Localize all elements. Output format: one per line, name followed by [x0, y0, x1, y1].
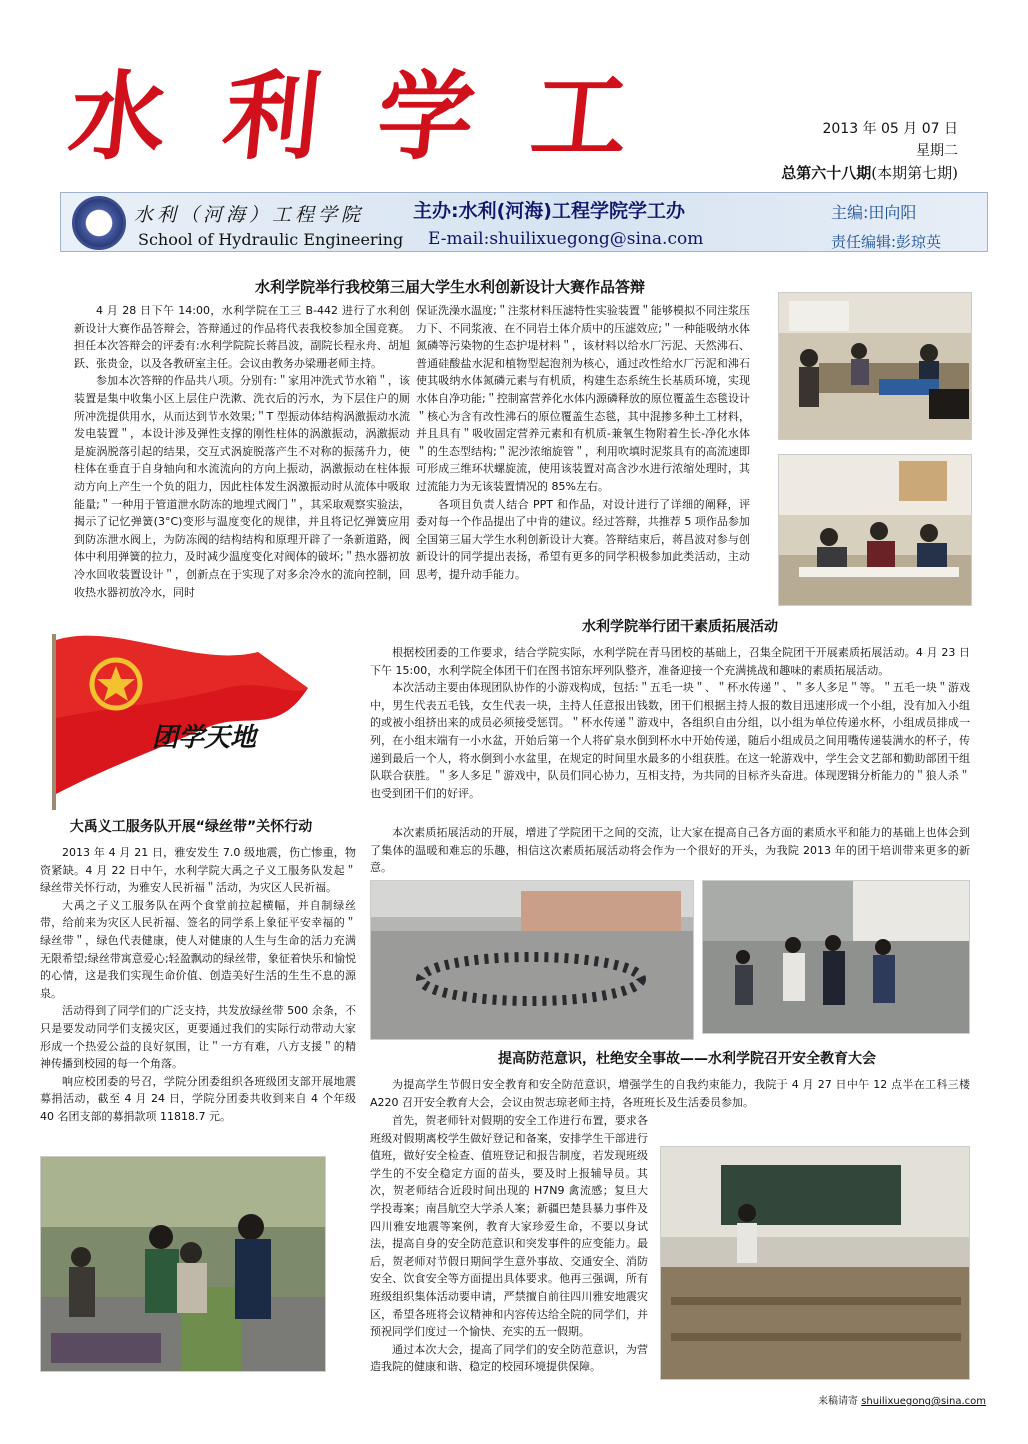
defense-judges-photo: [778, 454, 972, 606]
green-ribbon-photo: [40, 1156, 326, 1372]
paragraph: 保证洗澡水温度;＂注浆材料压滤特性实验装置＂能够模拟不同注浆压力下、不同浆液、在不同岩土体介质中的压滤效应;＂一种能吸纳水体氮磷等污染物的生态护堤材料＂，该材料以给水厂污泥、天然沸石、普通硅酸盐水泥和植物型起泡剂为核心，通过改性给水厂污泥和沸石使其吸纳水体氮磷元素与有机质，构建生态系统生长基质环境，实现水体自净功能;＂控制富营养化水体内源磷释放的原位覆盖生态毯设计＂核心为含有改性沸石的原位覆盖生态毯，其中混掺多种土工材料，并且具有＂吸收固定营养元素和有机质-兼氧生物附着生长-净化水体＂的生态型结构;＂泥沙浓缩旋管＂，利用吹填时泥浆具有的高流速即可形成三维环状螺旋流，使用该装置对高含沙水进行浓缩处理时，其过流能力为无该装置情况的 85%左右。: [416, 304, 750, 493]
article4-body: [370, 1112, 648, 1380]
masthead-char: 工: [526, 60, 634, 173]
masthead-char: 利: [218, 60, 326, 173]
footer-email[interactable]: shuilixuegong@sina.com: [861, 1396, 986, 1407]
article3-conclusion: [370, 824, 970, 877]
chief-editor: 主编:田向阳: [831, 203, 917, 222]
masthead-char: 水: [64, 60, 172, 173]
article3-body: [370, 644, 970, 824]
multi-leg-game-photo: [702, 880, 970, 1034]
article1-col1: [74, 302, 410, 614]
issue-weekday: 星期二: [916, 143, 958, 159]
paragraph: 参加本次答辩的作品共八项。分别有:＂家用冲洗式节水箱＂，该装置是集中收集小区上层住户洗漱、洗衣后的污水，为下层住户的厕所冲洗提供用水，从而达到节水效果;＂T 型振动体结构涡激振动水流发电装置＂，本设计涉及弹性支撑的刚性柱体的涡激振动，涡激振动是旋涡脱落引起的结果，交互式涡旋脱落产生不对称的振荡升力，使柱体在垂直于自身轴向和水流流向的方向上振动，涡激振动在柱体振动方向上产生一个负的阻力，因此柱体发生涡激振动时从流体中吸取能量;＂一种用于管道泄水防冻的地埋式阀门＂，其采取观察实验法，揭示了记忆弹簧(3°C)变形与温度变化的规律，并且将记忆弹簧应用到防冻泄水阀上，为防冻阀的结构结构和原理开辟了一条新道路，阀体中利用弹簧的拉力，及时减少温度变化对阀体的破坏;＂热水器初放冷水回收装置设计＂，创新点在于实现了对多余冷水的流向控制，回收热水器初放冷水，同时: [74, 374, 410, 599]
paragraph: 2013 年 4 月 21 日，雅安发生 7.0 级地震，伤亡惨重，物资紧缺。4 月 22 日中午，水利学院大禹之子义工服务队发起＂绿丝带关怀行动，为雅安人民祈福＂活动，为灾区人民祈福。: [40, 846, 356, 895]
circle-game-photo: [370, 880, 694, 1040]
footer-label: 来稿请寄: [818, 1396, 859, 1407]
issue-current: (本期第七期): [871, 164, 958, 182]
contact-email[interactable]: E-mail:shuilixuegong@sina.com: [428, 229, 704, 249]
issue-total: 总第六十八期: [781, 164, 872, 182]
youth-league-flag: [46, 618, 314, 810]
flag-banner-text: 团学天地: [152, 723, 257, 753]
masthead-char: 学: [372, 60, 480, 173]
article1-title: 水利学院举行我校第三届大学生水利创新设计大赛作品答辩: [254, 278, 645, 296]
defense-meeting-photo: [778, 292, 972, 440]
paragraph: 根据校团委的工作要求，结合学院实际，水利学院在青马团校的基础上，召集全院团干开展素质拓展活动。4 月 23 日下午 15:00，水利学院全体团干们在图书馆东坪列队整齐，准备迎接一个充满挑战和趣味的素质拓展活动。: [370, 646, 970, 677]
school-name-cn: 水利（河海）工程学院: [134, 204, 365, 226]
paragraph: 4 月 28 日下午 14:00，水利学院在工三 B-442 进行了水利创新设计大赛作品答辩会，答辩通过的作品将代表我校参加全国竞赛。担任本次答辩会的评委有:水利学院院长蒋昌波，副院长程永舟、胡旭跃、张贵金，以及各教研室主任。会议由教务办梁珊老师主持。: [74, 304, 410, 370]
footer: [818, 1392, 986, 1407]
issue-date: 2013 年 05 月 07 日: [822, 121, 958, 137]
paragraph: 通过本次大会，提高了同学们的安全防范意识，为营造我院的健康和谐、稳定的校园环境提供保障。: [370, 1342, 648, 1374]
article2-title: 大禹义工服务队开展“绿丝带”关怀行动: [69, 819, 313, 835]
issue-info: [738, 118, 958, 184]
paragraph: 首先，贺老师针对假期的安全工作进行布置，要求各班级对假期离校学生做好登记和备案，安排学生干部进行值班，做好安全检查、值班登记和报告制度，若发现班级学生的不安全稳定方面的苗头，要及时上报辅导员。其次，贺老师结合近段时间出现的 H7N9 禽流感；复旦大学投毒案；南昌航空大学杀人案；新疆巴楚县暴力事件及四川雅安地震等案例，教育大家珍爱生命，不要以身试法，提高自身的安全防范意识和突发事件的应变能力。最后，贺老师对节假日期间学生意外事故、交通安全、消防安全、饮食安全等方面提出具体要求。他再三强调，所有班级组织集体活动要申请，严禁擅自前往四川雅安地震灾区，希望各班将会议精神和内容传达给全院的同学们，并预祝同学们度过一个愉快、充实的五一假期。: [370, 1114, 648, 1339]
paragraph: 各项目负责人结合 PPT 和作品，对设计进行了详细的阐释，评委对每一个作品提出了中肯的建议。经过答辩，共推荐 5 项作品参加全国第三届大学生水利创新设计大赛。答辩结束后，蒋昌波对参与创新设计的同学提出表扬，希望有更多的同学积极参加此类活动，主动思考，提升动手能力。: [416, 497, 750, 581]
paragraph: 为提高学生节假日安全教育和安全防范意识，增强学生的自我约束能力，我院于 4 月 27 日中午 12 点半在工科三楼 A220 召开安全教育大会，会议由贺志琼老师主持，各班班长及生活委员参加。: [370, 1078, 970, 1109]
paragraph: 本次活动主要由体现团队协作的小游戏构成，包括:＂五毛一块＂、＂杯水传递＂、＂多人多足＂等。＂五毛一块＂游戏中，男生代表五毛钱，女生代表一块，主持人任意报出钱数，团干们根据主持人报的数目迅速形成一个小组，没有加入小组的或被小组挤出来的成员必须接受惩罚。＂杯水传递＂游戏中，各组织自由分组，以小组为单位传递水杯，小组成员排成一列，在小组末端有一小水盆，开始后第一个人将矿泉水倒到杯水中开始传递，随后小组成员之间用嘴传递装满水的杯子，传递到最后一个人，将水倒到小水盆里，在规定的时间里水最多的小组获胜。在这一轮游戏中，学生会文艺部和勤助部团干组队联合获胜。＂多人多足＂游戏中，队员们同心协力，互相支持，为共同的目标齐头奋进。体现逻辑分析能力的＂狼人杀＂也受到团干们的好评。: [370, 681, 970, 800]
article3-title: 水利学院举行团干素质拓展活动: [582, 619, 778, 635]
school-name-en: School of Hydraulic Engineering: [138, 230, 404, 249]
article2-body: [40, 844, 356, 1138]
sponsor: 主办:水利(河海)工程学院学工办: [413, 200, 685, 222]
school-logo-icon: [72, 196, 126, 250]
paragraph: 响应校团委的号召，学院分团委组织各班级团支部开展地震募捐活动，截至 4 月 24 日，学院分团委共收到来自 4 个年级 40 名团支部的募捐款项 11818.7 元。: [40, 1074, 356, 1123]
masthead-title: [64, 60, 710, 173]
paragraph: 大禹之子义工服务队在两个食堂前拉起横幅，并自制绿丝带，给前来为灾区人民祈福、签名的同学系上象征平安幸福的＂绿丝带＂，绿色代表健康，使人对健康的人生与生命的活力充满无限希望;绿丝带寓意爱心;轻盈飘动的绿丝带，象征着快乐和愉悦的心情，这是我们实现生命价值、创造美好生活的生生不息的源泉。: [40, 898, 356, 1000]
issue-number: [738, 162, 958, 184]
paragraph: 本次素质拓展活动的开展，增进了学院团干之间的交流，让大家在提高自己各方面的素质水平和能力的基础上也体会到了集体的温暖和难忘的乐趣，相信这次素质拓展活动将会作为一个很好的开头，为我院 2013 年的团干培训带来更多的新意。: [370, 826, 970, 875]
article4-intro: [370, 1076, 970, 1111]
paragraph: 活动得到了同学们的广泛支持，共发放绿丝带 500 余条，不只是要发动同学们支援灾区，更要通过我们的实际行动带动大家形成一个热爱公益的良好氛围，让＂一方有难，八方支援＂的精神传播到校园的每一个角落。: [40, 1004, 356, 1071]
article4-title: 提高防范意识，杜绝安全事故——水利学院召开安全教育大会: [498, 1051, 876, 1067]
article1-col2: [416, 302, 750, 598]
responsible-editor: 责任编辑:彭琼英: [831, 233, 942, 251]
safety-meeting-photo: [660, 1146, 970, 1380]
